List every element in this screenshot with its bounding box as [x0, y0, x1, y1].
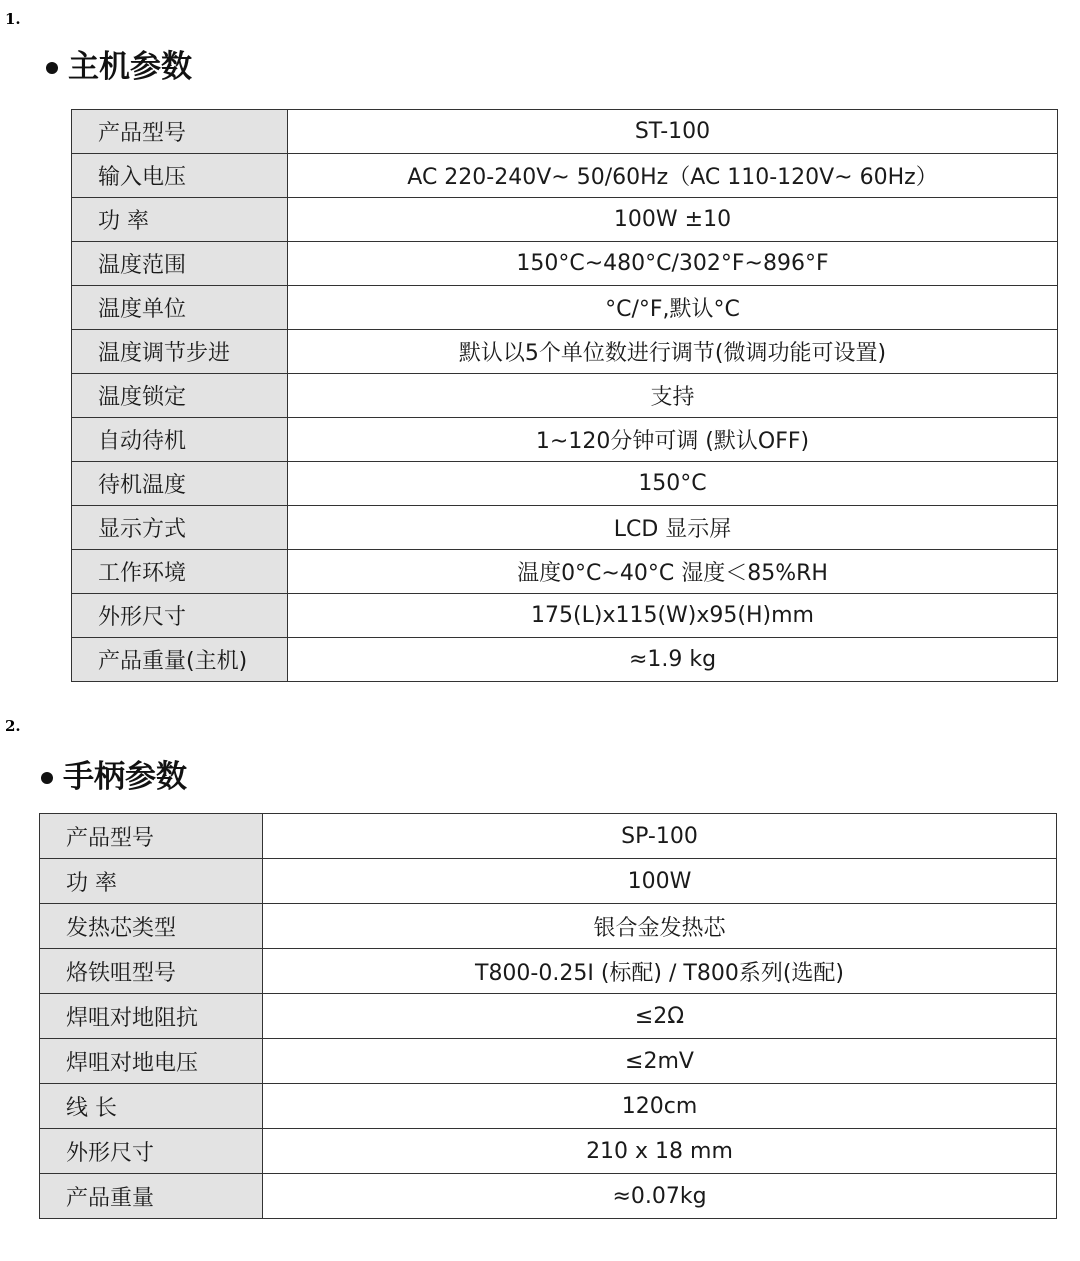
- param-value: 温度0°C~40°C 湿度＜85%RH: [288, 550, 1058, 594]
- table-row: [40, 859, 1057, 904]
- param-label: 温度锁定: [72, 374, 288, 418]
- param-value: ≈1.9 kg: [288, 638, 1058, 682]
- param-label: 产品重量(主机): [72, 638, 288, 682]
- param-label: 温度范围: [72, 242, 288, 286]
- handle-params-table: [39, 813, 1057, 1219]
- param-label: 焊咀对地电压: [40, 1039, 263, 1084]
- param-value: °C/°F,默认°C: [288, 286, 1058, 330]
- param-label: 线 长: [40, 1084, 263, 1129]
- param-value: ≤2Ω: [263, 994, 1057, 1039]
- param-value: SP-100: [263, 814, 1057, 859]
- table-row: [72, 506, 1058, 550]
- param-label: 待机温度: [72, 462, 288, 506]
- param-label: 自动待机: [72, 418, 288, 462]
- table-row: [72, 418, 1058, 462]
- table-row: [40, 904, 1057, 949]
- host-params-table: [71, 109, 1058, 682]
- table-row: [72, 330, 1058, 374]
- section-number: 1.: [5, 10, 21, 28]
- param-label: 功 率: [72, 198, 288, 242]
- table-row: [72, 638, 1058, 682]
- section-title-text: 手柄参数: [63, 759, 187, 795]
- param-value: 150°C~480°C/302°F~896°F: [288, 242, 1058, 286]
- param-value: 210 x 18 mm: [263, 1129, 1057, 1174]
- param-label: 显示方式: [72, 506, 288, 550]
- param-label: 产品重量: [40, 1174, 263, 1219]
- bullet-dot-icon: [41, 772, 53, 784]
- section-title-handle-params: [41, 759, 187, 795]
- table-row: [40, 1084, 1057, 1129]
- param-label: 外形尺寸: [72, 594, 288, 638]
- param-value: LCD 显示屏: [288, 506, 1058, 550]
- param-label: 焊咀对地阻抗: [40, 994, 263, 1039]
- param-value: 1~120分钟可调 (默认OFF): [288, 418, 1058, 462]
- table-row: [72, 550, 1058, 594]
- param-value: ≤2mV: [263, 1039, 1057, 1084]
- table-row: [72, 110, 1058, 154]
- param-label: 产品型号: [40, 814, 263, 859]
- param-label: 产品型号: [72, 110, 288, 154]
- host-params-table-body: [72, 110, 1058, 682]
- param-value: 默认以5个单位数进行调节(微调功能可设置): [288, 330, 1058, 374]
- section-number: 2.: [5, 717, 21, 735]
- param-value: 150°C: [288, 462, 1058, 506]
- param-value: 100W ±10: [288, 198, 1058, 242]
- param-label: 工作环境: [72, 550, 288, 594]
- bullet-dot-icon: [46, 62, 58, 74]
- param-value: T800-0.25I (标配) / T800系列(选配): [263, 949, 1057, 994]
- table-row: [72, 462, 1058, 506]
- table-row: [40, 949, 1057, 994]
- param-label: 输入电压: [72, 154, 288, 198]
- handle-params-table-body: [40, 814, 1057, 1219]
- param-label: 烙铁咀型号: [40, 949, 263, 994]
- table-row: [40, 1039, 1057, 1084]
- param-label: 外形尺寸: [40, 1129, 263, 1174]
- param-label: 温度调节步进: [72, 330, 288, 374]
- param-value: 175(L)x115(W)x95(H)mm: [288, 594, 1058, 638]
- param-value: ≈0.07kg: [263, 1174, 1057, 1219]
- table-row: [72, 154, 1058, 198]
- param-label: 温度单位: [72, 286, 288, 330]
- param-value: ST-100: [288, 110, 1058, 154]
- table-row: [72, 374, 1058, 418]
- section-title-host-params: [46, 49, 192, 85]
- table-row: [72, 594, 1058, 638]
- param-label: 发热芯类型: [40, 904, 263, 949]
- param-value: 支持: [288, 374, 1058, 418]
- table-row: [72, 242, 1058, 286]
- table-row: [40, 1174, 1057, 1219]
- table-row: [72, 286, 1058, 330]
- table-row: [72, 198, 1058, 242]
- table-row: [40, 814, 1057, 859]
- param-value: AC 220-240V~ 50/60Hz（AC 110-120V~ 60Hz）: [288, 154, 1058, 198]
- param-value: 100W: [263, 859, 1057, 904]
- table-row: [40, 1129, 1057, 1174]
- param-label: 功 率: [40, 859, 263, 904]
- table-row: [40, 994, 1057, 1039]
- section-title-text: 主机参数: [68, 49, 192, 85]
- param-value: 银合金发热芯: [263, 904, 1057, 949]
- param-value: 120cm: [263, 1084, 1057, 1129]
